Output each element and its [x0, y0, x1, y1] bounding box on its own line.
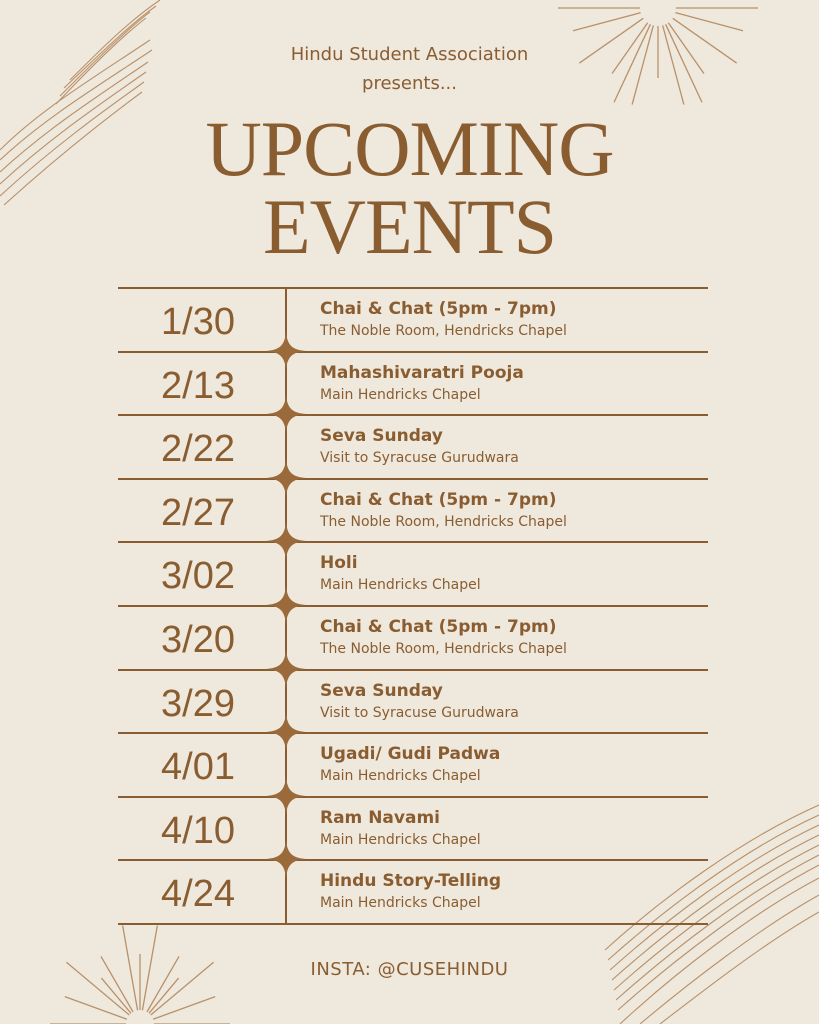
event-row: [118, 478, 708, 542]
event-date: 2/27: [161, 492, 235, 534]
event-location: Main Hendricks Chapel: [320, 895, 481, 911]
presenter-line-2: presents...: [362, 73, 457, 94]
event-name: Seva Sunday: [320, 426, 443, 446]
event-row: [118, 859, 708, 923]
sparkle-icon: [266, 776, 306, 816]
event-row: [118, 605, 708, 669]
event-location: The Noble Room, Hendricks Chapel: [320, 514, 567, 530]
event-date: 3/20: [161, 619, 235, 661]
event-name: Seva Sunday: [320, 681, 443, 701]
event-row: [118, 414, 708, 478]
event-name: Chai & Chat (5pm - 7pm): [320, 490, 557, 510]
title-line-1: UPCOMING: [205, 105, 614, 192]
event-name: Mahashivaratri Pooja: [320, 363, 524, 383]
event-row: [118, 796, 708, 860]
event-location: Main Hendricks Chapel: [320, 832, 481, 848]
event-name: Chai & Chat (5pm - 7pm): [320, 299, 557, 319]
event-name: Chai & Chat (5pm - 7pm): [320, 617, 557, 637]
event-location: The Noble Room, Hendricks Chapel: [320, 323, 567, 339]
event-row: [118, 541, 708, 605]
sparkle-icon: [266, 585, 306, 625]
event-name: Ram Navami: [320, 808, 440, 828]
instagram-handle: INSTA: @CUSEHINDU: [310, 959, 509, 980]
event-row: [118, 669, 708, 733]
sparkle-icon: [266, 458, 306, 498]
sparkle-icon: [266, 394, 306, 434]
event-location: The Noble Room, Hendricks Chapel: [320, 641, 567, 657]
event-date: 4/01: [161, 746, 235, 788]
presenter-line-1: Hindu Student Association: [290, 44, 529, 65]
table-row-divider: [118, 923, 708, 925]
event-date: 4/24: [161, 873, 235, 915]
sparkle-icon: [266, 521, 306, 561]
event-row: [118, 287, 708, 351]
event-name: Holi: [320, 553, 358, 573]
title-line-2: EVENTS: [263, 183, 556, 270]
event-location: Main Hendricks Chapel: [320, 387, 481, 403]
event-location: Main Hendricks Chapel: [320, 768, 481, 784]
events-table: [118, 287, 708, 923]
event-date: 2/22: [161, 428, 235, 470]
event-location: Visit to Syracuse Gurudwara: [320, 450, 519, 466]
event-name: Ugadi/ Gudi Padwa: [320, 744, 501, 764]
event-date: 3/02: [161, 555, 235, 597]
event-row: [118, 732, 708, 796]
sparkle-icon: [266, 649, 306, 689]
event-location: Main Hendricks Chapel: [320, 577, 481, 593]
sparkle-icon: [266, 331, 306, 371]
event-date: 4/10: [161, 810, 235, 852]
sparkle-icon: [266, 839, 306, 879]
sparkle-icon: [266, 712, 306, 752]
event-date: 3/29: [161, 683, 235, 725]
event-row: [118, 351, 708, 415]
event-name: Hindu Story-Telling: [320, 871, 502, 891]
event-location: Visit to Syracuse Gurudwara: [320, 705, 519, 721]
event-date: 1/30: [161, 301, 235, 343]
event-date: 2/13: [161, 365, 235, 407]
